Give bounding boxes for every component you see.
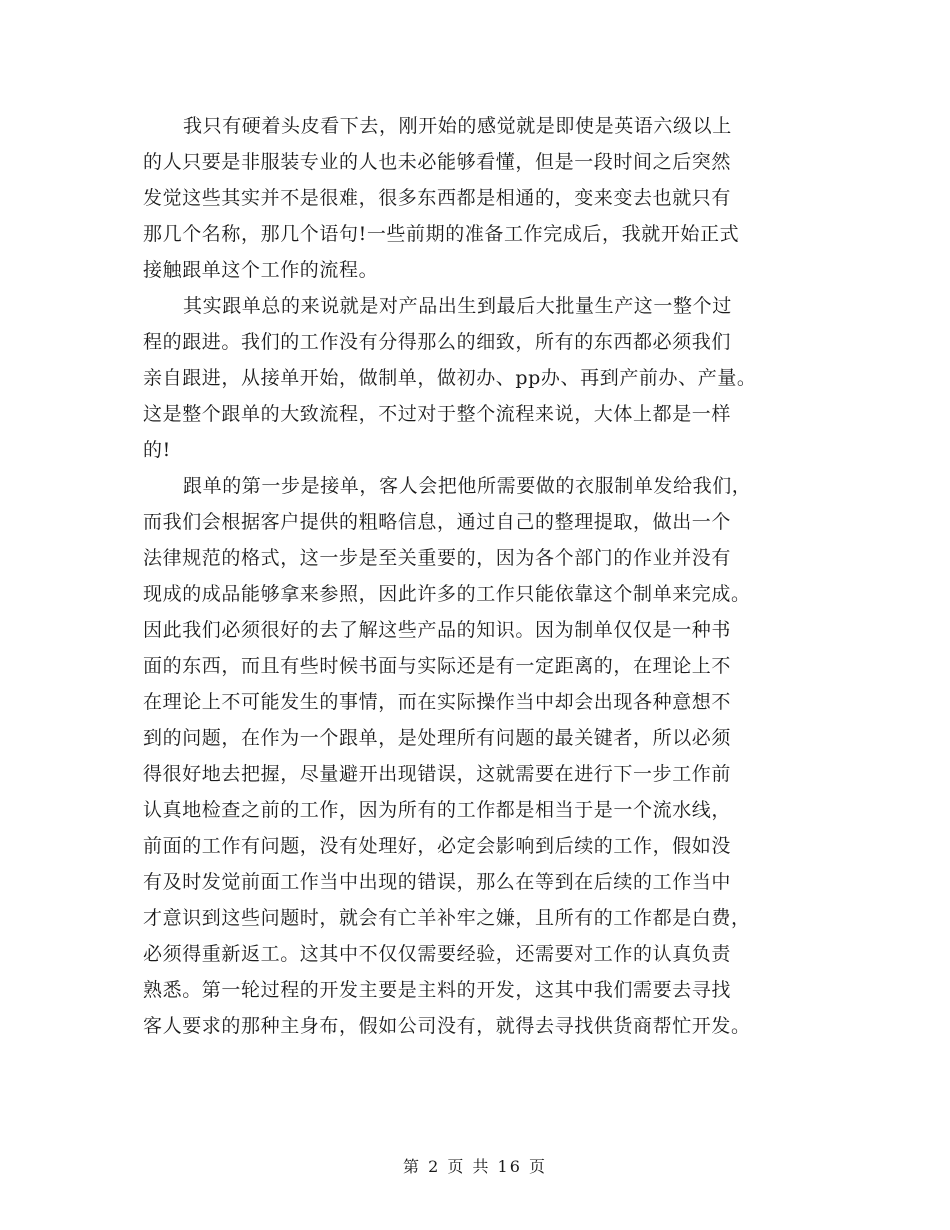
text-line: 的! [143,439,171,461]
text-line: 跟单的第一步是接单，客人会把他所需要做的衣服制单发给我们， [183,475,752,497]
text-line: 到的问题，在作为一个跟单，是处理所有问题的最关键者，所以必须 [143,727,732,749]
text-line: 因此我们必须很好的去了解这些产品的知识。因为制单仅仅是一种书 [143,619,732,641]
text-line: 程的跟进。我们的工作没有分得那么的细致，所有的东西都必须我们 [143,331,732,353]
text-line: 熟悉。第一轮过程的开发主要是主料的开发，这其中我们需要去寻找 [143,979,732,1001]
text-line: 在理论上不可能发生的事情，而在实际操作当中却会出现各种意想不 [143,691,732,713]
text-line: 面的东西，而且有些时候书面与实际还是有一定距离的，在理论上不 [143,655,732,677]
text-line: 法律规范的格式，这一步是至关重要的，因为各个部门的作业并没有 [143,547,732,569]
text-line: 前面的工作有问题，没有处理好，必定会影响到后续的工作，假如没 [143,835,732,857]
text-line: 而我们会根据客户提供的粗略信息，通过自己的整理提取，做出一个 [143,511,732,533]
text-line: 接触跟单这个工作的流程。 [143,259,379,281]
text-line: 那几个名称，那几个语句!一些前期的准备工作完成后，我就开始正式 [143,223,740,245]
text-line: 必须得重新返工。这其中不仅仅需要经验，还需要对工作的认真负责 [143,943,732,965]
text-line: 现成的成品能够拿来参照，因此许多的工作只能依靠这个制单来完成。 [143,583,751,605]
text-line: 得很好地去把握，尽量避开出现错误，这就需要在进行下一步工作前 [143,763,732,785]
text-line: 我只有硬着头皮看下去，刚开始的感觉就是即使是英语六级以上 [183,115,732,137]
document-body [143,108,823,1044]
text-line: 其实跟单总的来说就是对产品出生到最后大批量生产这一整个过 [183,295,732,317]
text-line: 的人只要是非服装专业的人也未必能够看懂，但是一段时间之后突然 [143,151,732,173]
text-line: 有及时发觉前面工作当中出现的错误，那么在等到在后续的工作当中 [143,871,732,893]
text-line: 亲自跟进，从接单开始，做制单，做初办、pp办、再到产前办、产量。 [143,367,757,389]
text-line: 认真地检查之前的工作，因为所有的工作都是相当于是一个流水线， [143,799,732,821]
text-line: 客人要求的那种主身布，假如公司没有，就得去寻找供货商帮忙开发。 [143,1015,751,1037]
text-line: 才意识到这些问题时，就会有亡羊补牢之嫌，且所有的工作都是白费， [143,907,751,929]
page-number-footer: 第 2 页 共 16 页 [403,1157,547,1176]
text-line: 这是整个跟单的大致流程，不过对于整个流程来说，大体上都是一样 [143,403,732,425]
text-line: 发觉这些其实并不是很难，很多东西都是相通的，变来变去也就只有 [143,187,732,209]
